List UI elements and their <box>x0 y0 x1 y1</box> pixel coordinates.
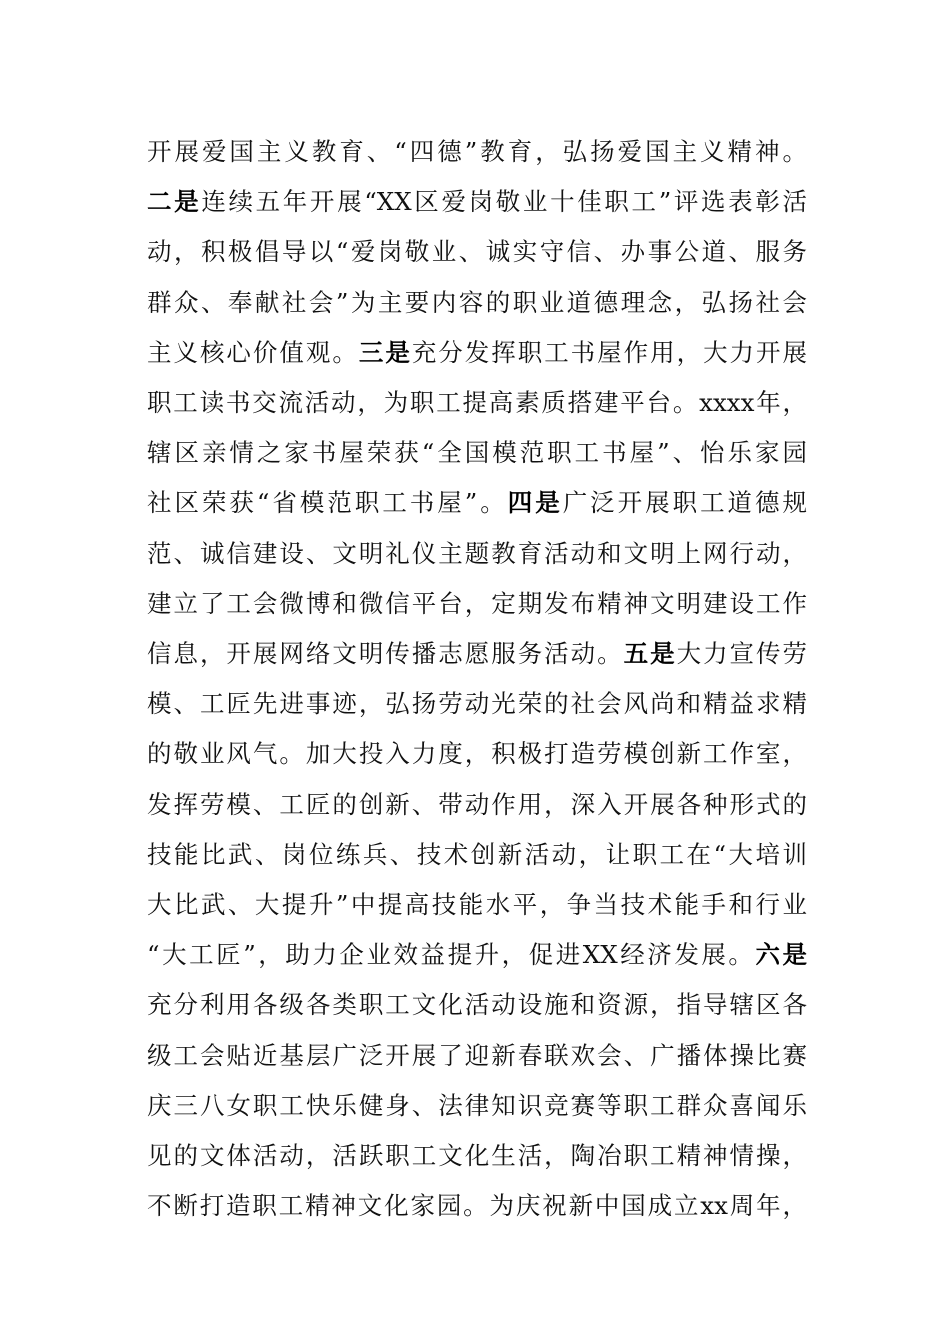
text-line <box>147 830 807 880</box>
text-line <box>147 880 807 930</box>
text-line <box>147 980 807 1030</box>
text-line <box>147 428 807 478</box>
text-run: 社区荣获“省模范职工书屋”。 <box>147 488 508 518</box>
text-run: 辖区亲情之家书屋荣获“全国模范职工书屋”、怡乐家园 <box>147 438 807 468</box>
text-line <box>147 227 807 277</box>
text-run: 大力宣传劳 <box>676 639 808 668</box>
text-line <box>147 1131 807 1181</box>
text-line <box>147 780 807 830</box>
text-run: 见的文体活动，活跃职工文化生活，陶冶职工精神情操， <box>147 1141 807 1170</box>
text-run: 广泛开展职工道德规 <box>562 488 807 518</box>
text-run: “大工匠”，助力企业效益提升，促进XX经济发展。 <box>147 940 756 970</box>
text-run: 发挥劳模、工匠的创新、带动作用，深入开展各种形式的 <box>147 789 807 819</box>
text-run: 动，积极倡导以“爱岗敬业、诚实守信、办事公道、服务 <box>147 237 807 267</box>
emphasis-marker: 六是 <box>755 940 807 970</box>
emphasis-marker: 二是 <box>147 187 202 217</box>
text-run: 大比武、大提升”中提高技能水平，争当技术能手和行业 <box>147 890 807 919</box>
text-line <box>147 478 807 528</box>
text-line <box>147 127 807 177</box>
text-line <box>147 629 807 679</box>
text-run: 模、工匠先进事迹，弘扬劳动光荣的社会风尚和精益求精 <box>147 689 807 719</box>
text-line <box>147 579 807 629</box>
text-run: 建立了工会微博和微信平台，定期发布精神文明建设工作 <box>147 588 807 618</box>
text-run: 庆三八女职工快乐健身、法律知识竞赛等职工群众喜闻乐 <box>147 1090 807 1120</box>
text-line <box>147 930 807 980</box>
emphasis-marker: 三是 <box>358 337 412 367</box>
text-run: 连续五年开展“XX区爱岗敬业十佳职工”评选表彰活 <box>201 187 807 217</box>
text-run: 主义核心价值观。 <box>147 337 359 367</box>
text-run: 的敬业风气。加大投入力度，积极打造劳模创新工作室， <box>147 739 807 769</box>
text-line <box>147 529 807 579</box>
text-run: 开展爱国主义教育、“四德”教育，弘扬爱国主义精神。 <box>147 137 807 166</box>
text-line <box>147 177 807 227</box>
text-run: 充分利用各级各类职工文化活动设施和资源，指导辖区各 <box>147 990 807 1020</box>
text-line <box>147 1181 807 1231</box>
text-line <box>147 1081 807 1131</box>
text-line <box>147 328 807 378</box>
text-run: 范、诚信建设、文明礼仪主题教育活动和文明上网行动， <box>147 538 807 568</box>
text-line <box>147 1031 807 1081</box>
text-line <box>147 679 807 729</box>
emphasis-marker: 五是 <box>623 639 677 668</box>
text-run: 充分发挥职工书屋作用，大力开展 <box>411 337 808 367</box>
text-line <box>147 378 807 428</box>
text-run: 技能比武、岗位练兵、技术创新活动，让职工在“大培训 <box>147 839 807 869</box>
text-line <box>147 278 807 328</box>
text-run: 职工读书交流活动，为职工提高素质搭建平台。xxxx年， <box>147 388 807 417</box>
text-run: 不断打造职工精神文化家园。为庆祝新中国成立xx周年， <box>147 1191 807 1221</box>
text-line <box>147 729 807 779</box>
emphasis-marker: 四是 <box>507 488 563 518</box>
text-run: 级工会贴近基层广泛开展了迎新春联欢会、广播体操比赛 <box>147 1040 807 1070</box>
text-run: 群众、奉献社会”为主要内容的职业道德理念，弘扬社会 <box>147 287 807 317</box>
text-run: 信息，开展网络文明传播志愿服务活动。 <box>147 639 624 668</box>
